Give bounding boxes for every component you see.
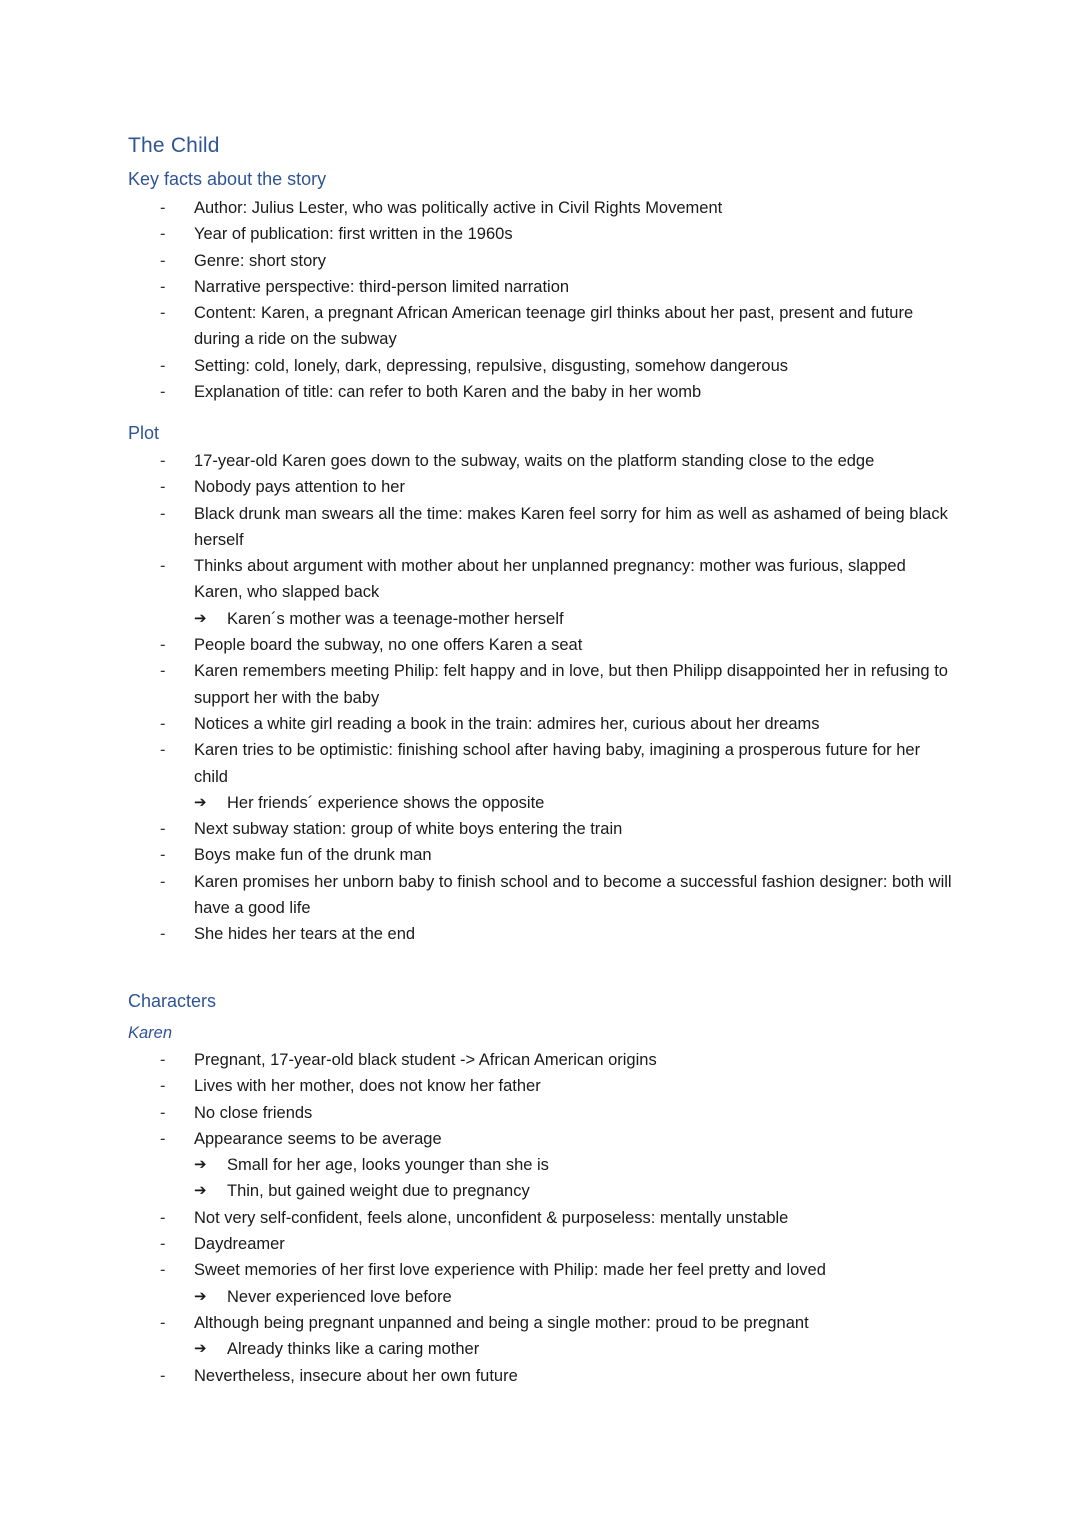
list-item-text: Already thinks like a caring mother xyxy=(227,1340,480,1359)
list-item xyxy=(0,816,954,842)
list-item-text: Karen tries to be optimistic: finishing school after having baby, imagining a prosperous future for her child xyxy=(194,741,921,786)
list-item xyxy=(0,632,954,658)
list-item-text: Next subway station: group of white boys entering the train xyxy=(194,820,623,839)
list-item xyxy=(0,737,954,790)
list-item xyxy=(0,1100,954,1126)
list-item-text: Setting: cold, lonely, dark, depressing, repulsive, disgusting, somehow dangerous xyxy=(194,356,789,375)
list-item-text: Small for her age, looks younger than she is xyxy=(227,1156,549,1175)
list-item xyxy=(0,1047,954,1073)
list-item-text: 17-year-old Karen goes down to the subway, waits on the platform standing close to the edge xyxy=(194,452,875,470)
list-item xyxy=(0,1126,954,1152)
karen-traits-list xyxy=(0,1047,1000,1389)
arrow-right-icon: ➔ xyxy=(194,1287,207,1305)
list-item xyxy=(0,1205,954,1231)
list-item-text: Karen´s mother was a teenage-mother herself xyxy=(227,609,564,628)
list-item xyxy=(0,711,954,737)
plot-heading: Plot xyxy=(128,423,160,443)
list-item-text: Her friends´ experience shows the opposite xyxy=(227,793,545,812)
arrow-list-item xyxy=(0,1284,954,1310)
list-item xyxy=(0,274,954,300)
list-item-text: Thin, but gained weight due to pregnancy xyxy=(227,1182,530,1201)
list-item-text: Black drunk man swears all the time: makes Karen feel sorry for him as well as ashamed of being black herself xyxy=(194,504,948,549)
key-facts-list xyxy=(0,195,1000,405)
list-item xyxy=(0,553,954,606)
list-item-text: Karen remembers meeting Philip: felt happy and in love, but then Philipp disappointed her in refusing to support her with the baby xyxy=(194,662,948,707)
list-item-text: No close friends xyxy=(194,1103,313,1122)
plot-list xyxy=(0,448,1000,948)
list-item xyxy=(0,501,954,554)
list-item-text: Thinks about argument with mother about her unplanned pregnancy: mother was furious, slapped Karen, who slapped back xyxy=(194,557,906,602)
list-item-text: She hides her tears at the end xyxy=(194,925,416,944)
arrow-list-item xyxy=(0,790,954,816)
document-title: The Child xyxy=(128,134,220,157)
list-item-text: People board the subway, no one offers Karen a seat xyxy=(194,636,583,655)
list-item-text: Year of publication: first written in the 1960s xyxy=(194,225,513,244)
arrow-list-item xyxy=(0,1336,954,1362)
list-item xyxy=(0,221,954,247)
list-item xyxy=(0,1231,954,1257)
list-item-text: Explanation of title: can refer to both Karen and the baby in her womb xyxy=(194,383,702,402)
arrow-right-icon: ➔ xyxy=(194,609,207,627)
list-item-text: Karen promises her unborn baby to finish school and to become a successful fashion designer: both will have a good life xyxy=(194,872,952,918)
list-item xyxy=(0,300,954,353)
list-item xyxy=(0,921,954,947)
list-item-text: Lives with her mother, does not know her father xyxy=(194,1077,541,1096)
list-item-text: Appearance seems to be average xyxy=(194,1129,442,1148)
list-item xyxy=(0,658,954,711)
arrow-right-icon: ➔ xyxy=(194,1182,207,1200)
list-item xyxy=(0,379,954,405)
list-item-text: Although being pregnant unpanned and being a single mother: proud to be pregnant xyxy=(194,1313,809,1332)
list-item xyxy=(0,474,954,500)
list-item-text: Daydreamer xyxy=(194,1235,285,1254)
arrow-right-icon: ➔ xyxy=(194,793,207,811)
list-item-text: Never experienced love before xyxy=(227,1287,452,1306)
list-item xyxy=(0,353,954,379)
arrow-list-item xyxy=(0,1152,954,1178)
list-item-text: Nobody pays attention to her xyxy=(194,478,405,497)
character-karen-heading: Karen xyxy=(128,1024,173,1042)
list-item xyxy=(0,1073,954,1099)
list-item-text: Author: Julius Lester, who was politically active in Civil Rights Movement xyxy=(194,199,723,217)
list-item xyxy=(0,1310,954,1336)
list-item-text: Pregnant, 17-year-old black student -> African American origins xyxy=(194,1051,657,1069)
list-item-text: Notices a white girl reading a book in the train: admires her, curious about her dreams xyxy=(194,714,820,733)
arrow-right-icon: ➔ xyxy=(194,1340,207,1358)
list-item xyxy=(0,1257,954,1283)
list-item-text: Narrative perspective: third-person limited narration xyxy=(194,277,570,296)
list-item xyxy=(0,248,954,274)
key-facts-heading: Key facts about the story xyxy=(128,169,327,189)
list-item-text: Not very self-confident, feels alone, unconfident & purposeless: mentally unstable xyxy=(194,1208,789,1227)
list-item xyxy=(0,448,954,474)
arrow-right-icon: ➔ xyxy=(194,1156,207,1174)
list-item xyxy=(0,195,954,221)
list-item-text: Genre: short story xyxy=(194,251,327,270)
list-item xyxy=(0,869,954,922)
list-item xyxy=(0,1363,954,1389)
list-item-text: Boys make fun of the drunk man xyxy=(194,846,432,865)
arrow-list-item xyxy=(0,606,954,632)
list-item-text: Content: Karen, a pregnant African American teenage girl thinks about her past, present and future during a ride on the subway xyxy=(194,304,914,349)
list-item-text: Sweet memories of her first love experience with Philip: made her feel pretty and loved xyxy=(194,1261,826,1280)
characters-heading: Characters xyxy=(128,991,217,1011)
list-item xyxy=(0,842,954,868)
arrow-list-item xyxy=(0,1178,954,1204)
list-item-text: Nevertheless, insecure about her own future xyxy=(194,1366,518,1385)
